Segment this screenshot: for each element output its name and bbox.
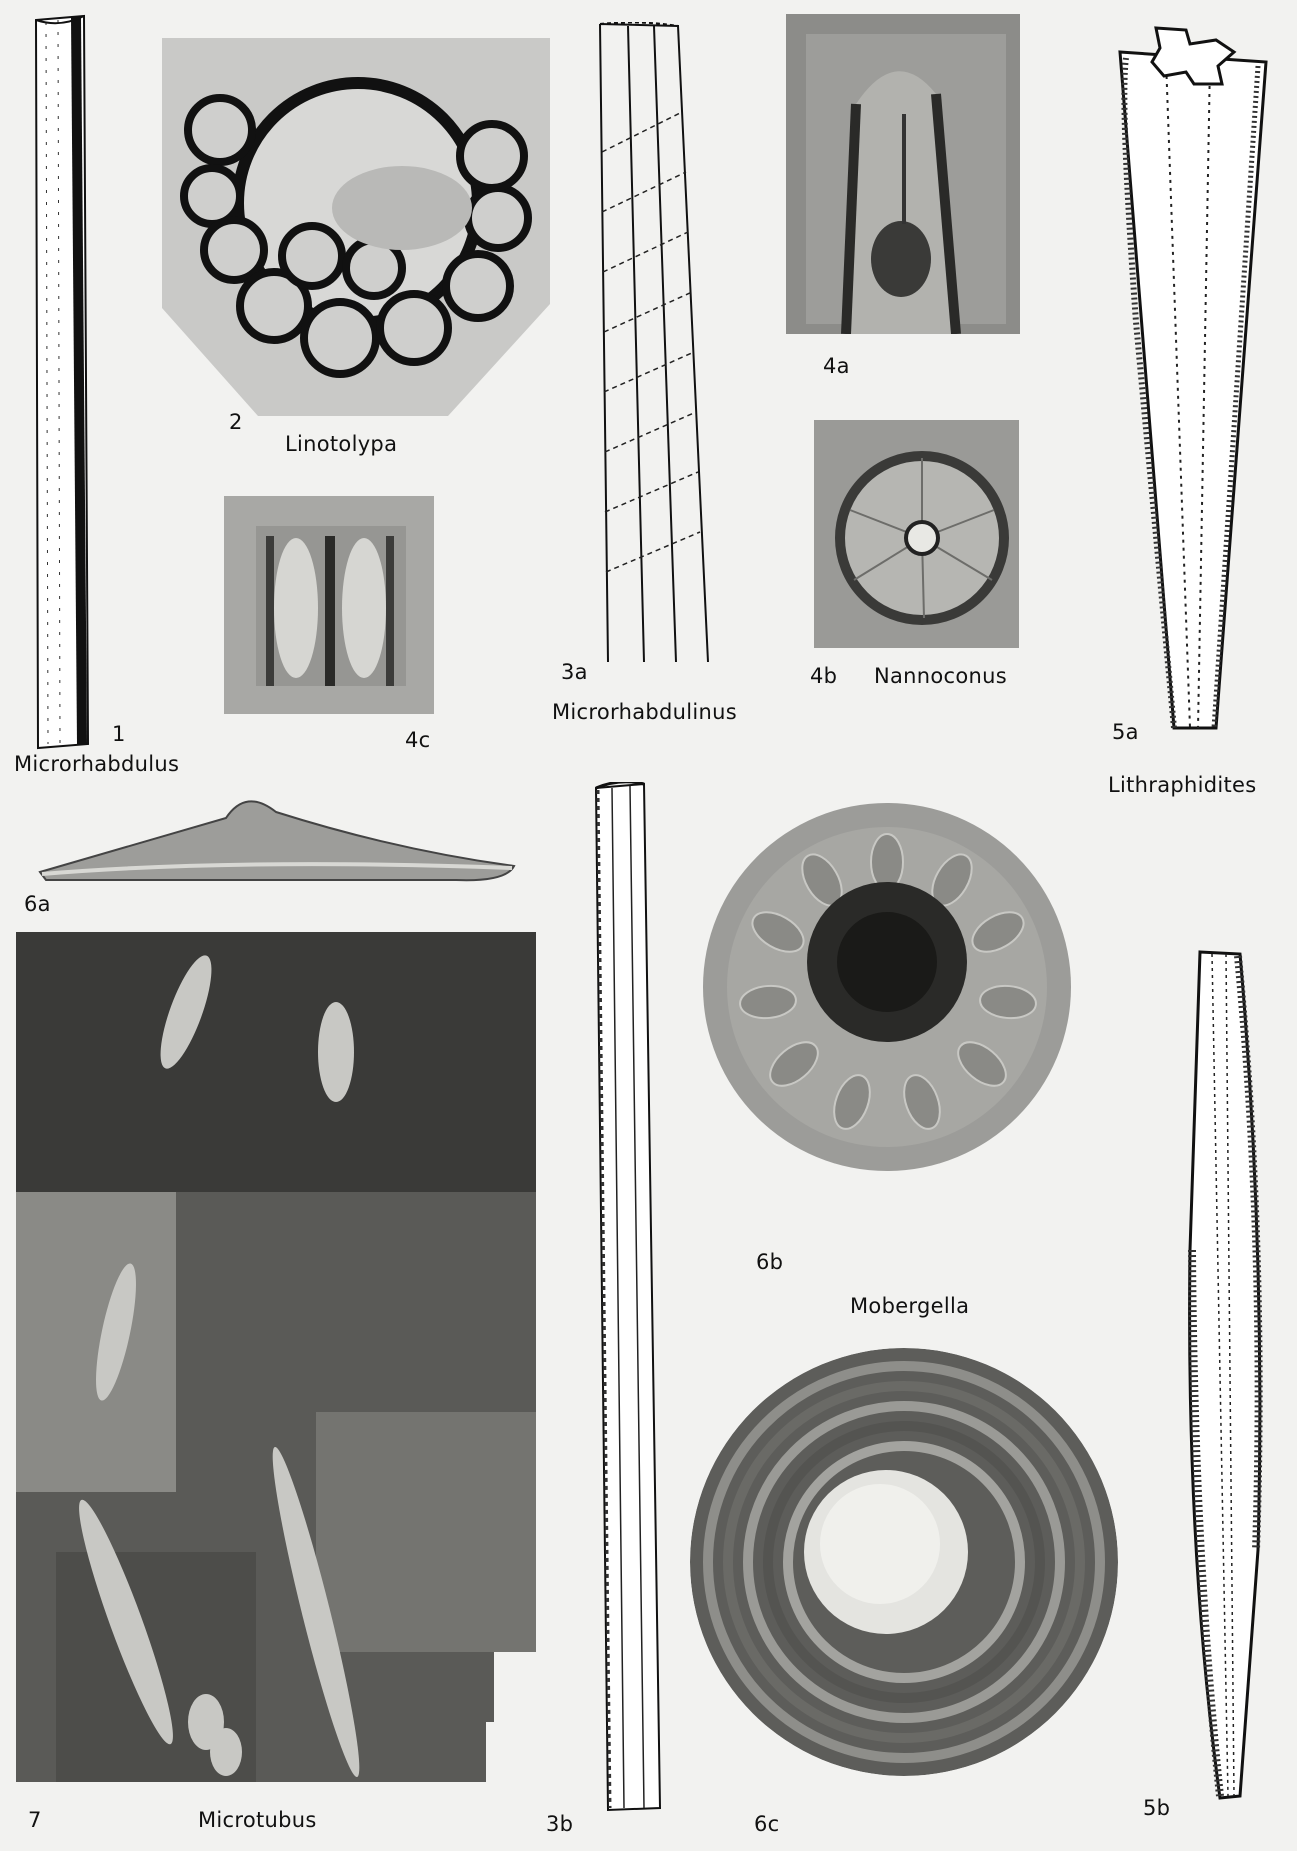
figure-7-microtubus-photo xyxy=(16,932,536,1782)
figure-1-number: 1 xyxy=(112,722,126,746)
figure-5b-number: 5b xyxy=(1143,1796,1171,1820)
figure-5a-genus: Lithraphidites xyxy=(1108,773,1257,797)
figure-6b-genus: Mobergella xyxy=(850,1294,970,1318)
figure-4c-number: 4c xyxy=(405,728,431,752)
figure-7-genus: Microtubus xyxy=(198,1808,317,1832)
figure-3a-microrhabdulinus-drawing xyxy=(580,22,722,664)
figure-4b-genus: Nannoconus xyxy=(874,664,1007,688)
figure-4b-nannoconus-photo xyxy=(814,420,1019,648)
figure-3a-genus: Microrhabdulinus xyxy=(552,700,737,724)
figure-4a-number: 4a xyxy=(823,354,850,378)
figure-3a-number: 3a xyxy=(561,660,588,684)
figure-3b-number: 3b xyxy=(546,1812,574,1836)
figure-6b-number: 6b xyxy=(756,1250,784,1274)
figure-6c-mobergella-photo xyxy=(690,1348,1118,1776)
figure-5a-lithraphidites-drawing xyxy=(1106,22,1278,734)
figure-6a-mobergella-side-photo xyxy=(36,788,516,884)
figure-2-linotolypa-photo xyxy=(162,38,550,416)
figure-6a-number: 6a xyxy=(24,892,51,916)
figure-5a-number: 5a xyxy=(1112,720,1139,744)
figure-4c-nannoconus-photo xyxy=(224,496,434,714)
figure-4b-number: 4b xyxy=(810,664,838,688)
figure-2-genus: Linotolypa xyxy=(285,432,398,456)
figure-1-microrhabdulus-drawing xyxy=(26,14,92,750)
figure-6c-number: 6c xyxy=(754,1812,780,1836)
figure-5b-lithraphidites-drawing xyxy=(1180,950,1272,1802)
figure-1-genus: Microrhabdulus xyxy=(14,752,180,776)
figure-2-number: 2 xyxy=(229,410,243,434)
figure-3b-microrhabdulinus-drawing xyxy=(584,782,668,1814)
figure-7-number: 7 xyxy=(28,1808,42,1832)
figure-6b-mobergella-photo xyxy=(702,802,1072,1172)
figure-4a-nannoconus-photo xyxy=(786,14,1020,334)
